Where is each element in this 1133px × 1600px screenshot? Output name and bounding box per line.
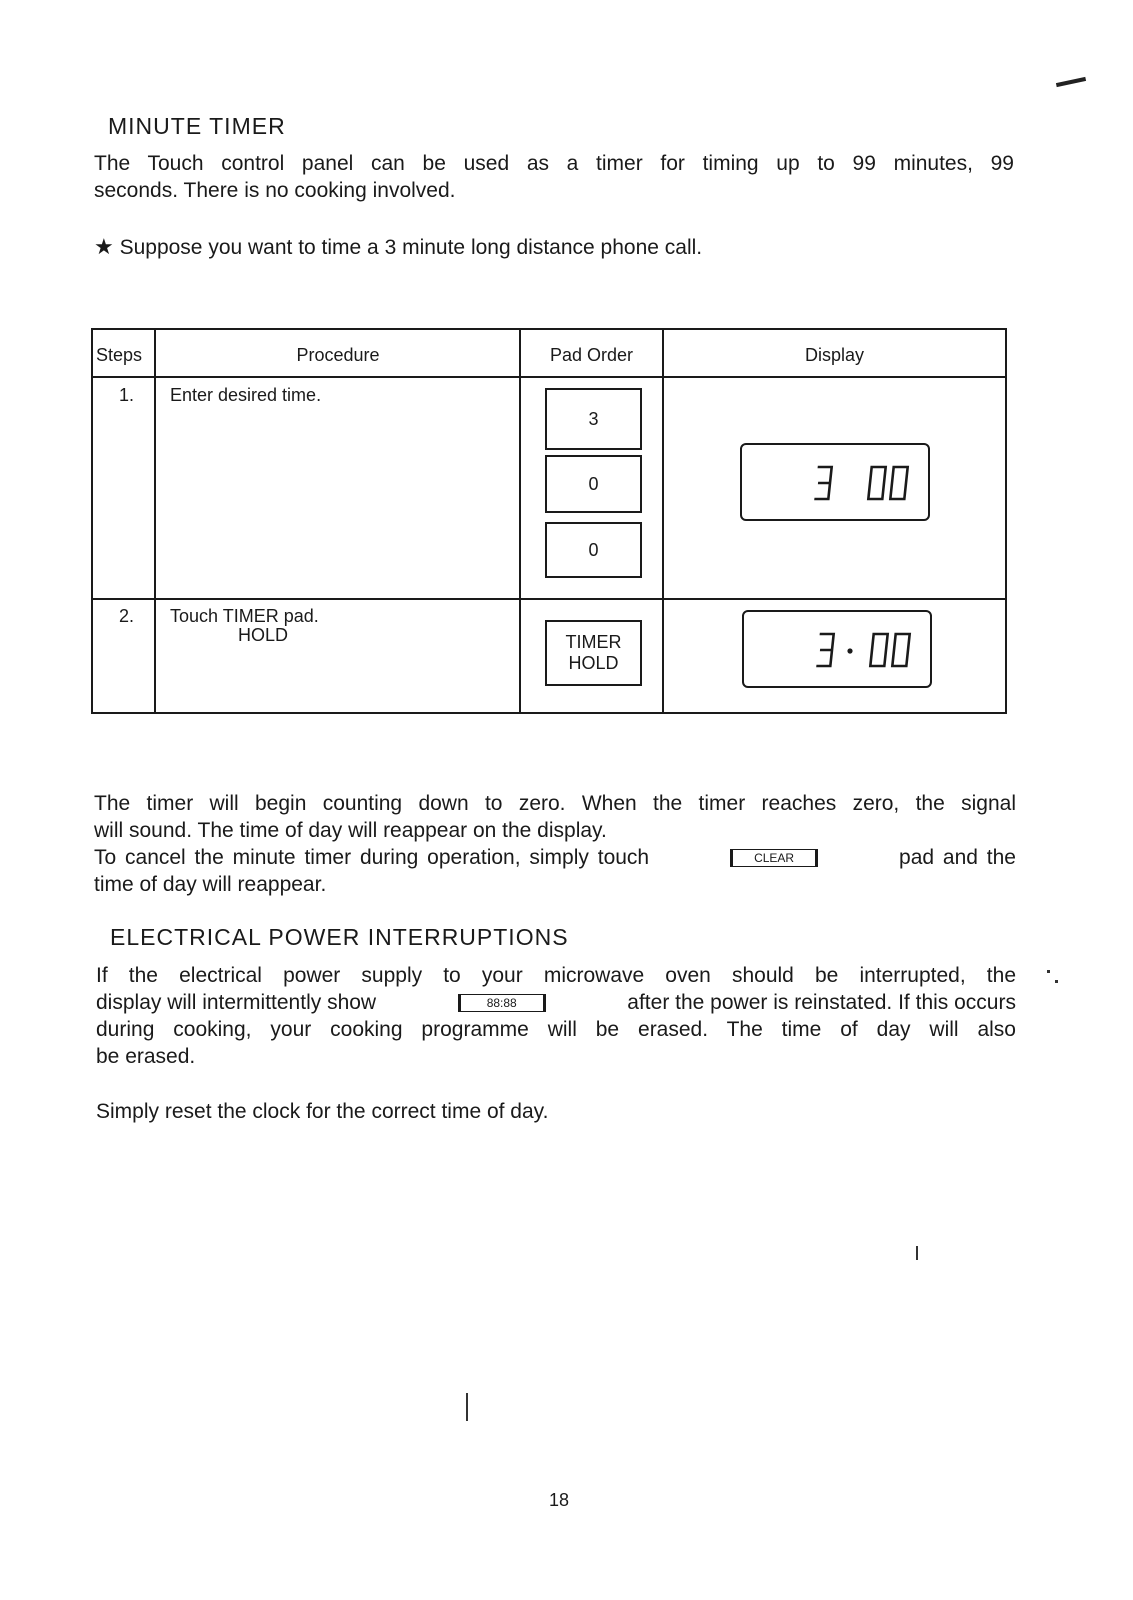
step-number-2: 2. [119, 606, 135, 626]
scan-mark [916, 1246, 918, 1260]
power-line-2 [96, 989, 1016, 1016]
power-line-4: be erased. [96, 1045, 196, 1068]
pad-3: 3 [545, 388, 642, 450]
scan-mark [466, 1393, 468, 1421]
power-line-2-end: after the power is reinstated. If this occurs [627, 991, 1016, 1014]
after-table-line-1: The timer will begin counting down to zero. When the timer reaches zero, the signal [94, 792, 1016, 815]
procedure-2-line1: Touch TIMER pad. [170, 606, 319, 626]
clear-key: CLEAR [730, 849, 818, 867]
section-title-power-interruptions: ELECTRICAL POWER INTERRUPTIONS [110, 924, 569, 950]
power-line-3: during cooking, your cooking programme will be erased. The time of day will also [96, 1018, 1016, 1041]
power-line-2-start: display will intermittently show [96, 991, 377, 1014]
display-88-88-key: 88:88 [458, 994, 546, 1012]
power-line-1: If the electrical power supply to your microwave oven should be interrupted, the [96, 964, 1016, 987]
pad-0-first: 0 [545, 455, 642, 513]
cancel-instruction: To cancel the minute timer during operation, simply touch [94, 846, 650, 869]
after-table-line-4: time of day will reappear. [94, 873, 327, 896]
cancel-instruction-end: pad and the [899, 846, 1016, 869]
steps-table [91, 328, 1007, 714]
display-readout-2 [742, 610, 932, 688]
header-pad-order: Pad Order [549, 345, 634, 365]
intro-line-1: The Touch control panel can be used as a timer for timing up to 99 minutes, 99 [94, 152, 1014, 175]
reset-clock-note: Simply reset the clock for the correct time of day. [96, 1100, 549, 1123]
section-title-minute-timer: MINUTE TIMER [108, 113, 286, 139]
after-table-line-3 [94, 844, 1016, 871]
after-table-line-2: will sound. The time of day will reappear on the display. [94, 819, 607, 842]
pad-0-second: 0 [545, 522, 642, 578]
scan-dot [1047, 970, 1050, 973]
example-text: Suppose you want to time a 3 minute long distance phone call. [119, 236, 703, 259]
hold-pad-label: HOLD [568, 653, 619, 673]
page-number: 18 [549, 1490, 570, 1510]
procedure-2-line2: HOLD [238, 625, 289, 645]
header-steps: Steps [96, 345, 143, 365]
example-line [94, 233, 702, 261]
step-number-1: 1. [119, 385, 135, 405]
display-seconds-2 [744, 612, 745, 613]
display-readout-1 [740, 443, 930, 521]
header-display: Display [804, 345, 865, 365]
star-icon: ★ [94, 234, 114, 259]
timer-hold-pad [545, 620, 642, 686]
procedure-1: Enter desired time. [170, 385, 322, 405]
scan-mark [1056, 77, 1086, 87]
timer-pad-label: TIMER [565, 632, 622, 652]
header-procedure: Procedure [296, 345, 380, 365]
scan-dot [1055, 980, 1058, 983]
intro-line-2: seconds. There is no cooking involved. [94, 179, 456, 202]
display-seconds-1 [742, 445, 743, 446]
